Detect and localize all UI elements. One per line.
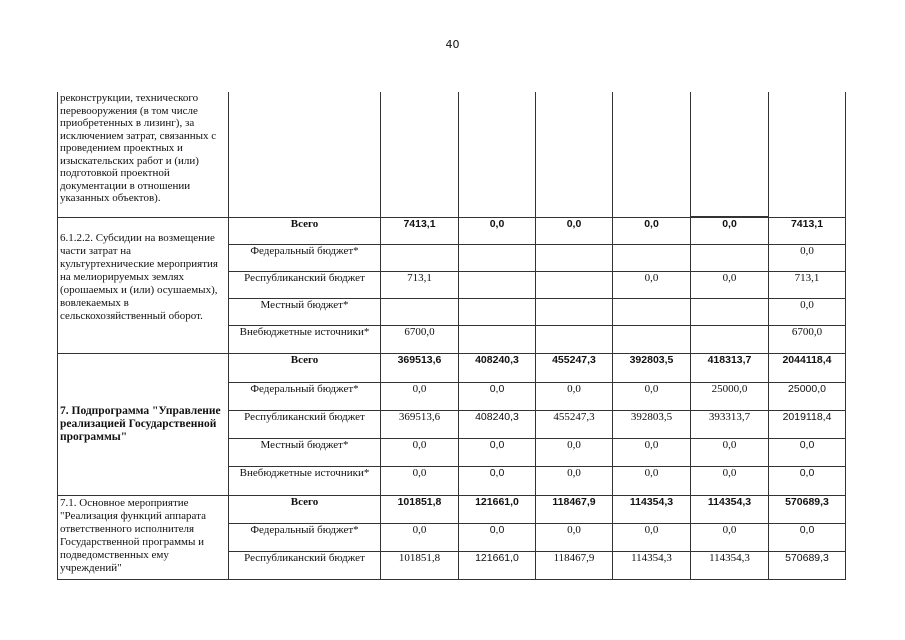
value-cell bbox=[613, 299, 691, 326]
value-cell bbox=[459, 326, 536, 354]
value-cell: 0,0 bbox=[459, 467, 536, 496]
value-cell: 392803,5 bbox=[613, 354, 691, 383]
value-cell: 0,0 bbox=[536, 439, 613, 467]
value-cell: 101851,8 bbox=[381, 496, 459, 524]
value-cell: 0,0 bbox=[381, 524, 459, 552]
value-cell: 6700,0 bbox=[381, 326, 459, 354]
value-cell bbox=[691, 299, 769, 326]
value-cell: 713,1 bbox=[381, 272, 459, 299]
budget-table bbox=[57, 92, 846, 580]
value-cell: 0,0 bbox=[536, 524, 613, 552]
value-cell: 6700,0 bbox=[769, 326, 846, 354]
value-cell: 25000,0 bbox=[769, 383, 846, 411]
empty-cell bbox=[769, 92, 846, 218]
source-label: Федеральный бюджет* bbox=[229, 245, 381, 272]
value-cell: 101851,8 bbox=[381, 552, 459, 580]
source-label: Внебюджетные источники* bbox=[229, 326, 381, 354]
value-cell: 0,0 bbox=[691, 218, 769, 245]
value-cell: 2044118,4 bbox=[769, 354, 846, 383]
value-cell: 114354,3 bbox=[691, 496, 769, 524]
value-cell bbox=[536, 245, 613, 272]
value-cell: 0,0 bbox=[536, 383, 613, 411]
value-cell bbox=[459, 272, 536, 299]
value-cell: 455247,3 bbox=[536, 354, 613, 383]
empty-cell bbox=[229, 92, 381, 218]
value-cell: 0,0 bbox=[691, 467, 769, 496]
value-cell: 2019118,4 bbox=[769, 411, 846, 439]
source-label: Внебюджетные источники* bbox=[229, 467, 381, 496]
value-cell: 369513,6 bbox=[381, 411, 459, 439]
empty-cell bbox=[381, 92, 459, 218]
value-cell bbox=[691, 245, 769, 272]
value-cell: 114354,3 bbox=[613, 552, 691, 580]
empty-cell bbox=[691, 92, 769, 218]
value-cell: 392803,5 bbox=[613, 411, 691, 439]
value-cell bbox=[536, 272, 613, 299]
section-name: 7. Подпрограмма "Управление реализацией Государственной программы" bbox=[58, 354, 229, 496]
value-cell: 121661,0 bbox=[459, 496, 536, 524]
value-cell: 0,0 bbox=[459, 439, 536, 467]
value-cell: 369513,6 bbox=[381, 354, 459, 383]
value-cell: 0,0 bbox=[381, 439, 459, 467]
value-cell: 0,0 bbox=[613, 467, 691, 496]
value-cell bbox=[459, 299, 536, 326]
value-cell: 0,0 bbox=[691, 272, 769, 299]
value-cell: 0,0 bbox=[381, 467, 459, 496]
value-cell: 0,0 bbox=[769, 245, 846, 272]
value-cell: 0,0 bbox=[459, 524, 536, 552]
section-name: 6.1.2.2. Субсидии на возмещение части затрат на культуртехнические мероприятия на мелиорируемых землях (орошаемых и (или) осушаемых), вовлекаемых в сельскохозяйственный оборот. bbox=[58, 218, 229, 354]
value-cell: 418313,7 bbox=[691, 354, 769, 383]
value-cell: 408240,3 bbox=[459, 411, 536, 439]
source-label: Всего bbox=[229, 354, 381, 383]
value-cell: 0,0 bbox=[613, 524, 691, 552]
value-cell: 570689,3 bbox=[769, 496, 846, 524]
source-label: Всего bbox=[229, 218, 381, 245]
source-label: Республиканский бюджет bbox=[229, 272, 381, 299]
value-cell bbox=[381, 299, 459, 326]
value-cell: 393313,7 bbox=[691, 411, 769, 439]
value-cell: 0,0 bbox=[769, 524, 846, 552]
value-cell: 0,0 bbox=[613, 383, 691, 411]
source-label: Республиканский бюджет bbox=[229, 411, 381, 439]
value-cell: 121661,0 bbox=[459, 552, 536, 580]
value-cell: 408240,3 bbox=[459, 354, 536, 383]
value-cell: 570689,3 bbox=[769, 552, 846, 580]
value-cell: 0,0 bbox=[536, 467, 613, 496]
table-row bbox=[58, 92, 846, 218]
value-cell: 0,0 bbox=[613, 272, 691, 299]
value-cell: 0,0 bbox=[613, 218, 691, 245]
continuation-cell bbox=[58, 92, 229, 218]
value-cell: 0,0 bbox=[769, 467, 846, 496]
value-cell: 114354,3 bbox=[613, 496, 691, 524]
value-cell: 118467,9 bbox=[536, 552, 613, 580]
value-cell: 0,0 bbox=[691, 439, 769, 467]
source-label: Местный бюджет* bbox=[229, 439, 381, 467]
value-cell: 0,0 bbox=[769, 299, 846, 326]
value-cell: 118467,9 bbox=[536, 496, 613, 524]
source-label: Федеральный бюджет* bbox=[229, 524, 381, 552]
empty-cell bbox=[613, 92, 691, 218]
value-cell bbox=[459, 245, 536, 272]
value-cell bbox=[613, 245, 691, 272]
value-cell bbox=[381, 245, 459, 272]
empty-cell bbox=[459, 92, 536, 218]
continuation-text: реконструкции, технического перевооружения (в том числе приобретенных в лизинг), за исключением затрат, связанных с проведением проектных и изыскательских работ и (или) подготовкой проектной документации в отношении указанных объектов). bbox=[60, 92, 217, 204]
source-label: Всего bbox=[229, 496, 381, 524]
value-cell bbox=[536, 299, 613, 326]
table-row bbox=[58, 354, 846, 383]
page-number: 40 bbox=[445, 38, 460, 51]
value-cell: 455247,3 bbox=[536, 411, 613, 439]
source-label: Местный бюджет* bbox=[229, 299, 381, 326]
frame-box bbox=[690, 92, 769, 217]
value-cell: 0,0 bbox=[459, 218, 536, 245]
table-row bbox=[58, 218, 846, 245]
value-cell: 25000,0 bbox=[691, 383, 769, 411]
section-name: 7.1. Основное мероприятие "Реализация функций аппарата ответственного исполнителя Государственной программы и подведомственных ему учреждений" bbox=[58, 496, 229, 580]
value-cell bbox=[613, 326, 691, 354]
value-cell: 713,1 bbox=[769, 272, 846, 299]
empty-cell bbox=[536, 92, 613, 218]
value-cell: 0,0 bbox=[381, 383, 459, 411]
source-label: Федеральный бюджет* bbox=[229, 383, 381, 411]
value-cell: 0,0 bbox=[536, 218, 613, 245]
source-label: Республиканский бюджет bbox=[229, 552, 381, 580]
value-cell bbox=[536, 326, 613, 354]
value-cell: 0,0 bbox=[613, 439, 691, 467]
value-cell: 0,0 bbox=[459, 383, 536, 411]
value-cell: 114354,3 bbox=[691, 552, 769, 580]
value-cell: 7413,1 bbox=[769, 218, 846, 245]
value-cell: 7413,1 bbox=[381, 218, 459, 245]
value-cell bbox=[691, 326, 769, 354]
table-row bbox=[58, 496, 846, 524]
value-cell: 0,0 bbox=[691, 524, 769, 552]
value-cell: 0,0 bbox=[769, 439, 846, 467]
